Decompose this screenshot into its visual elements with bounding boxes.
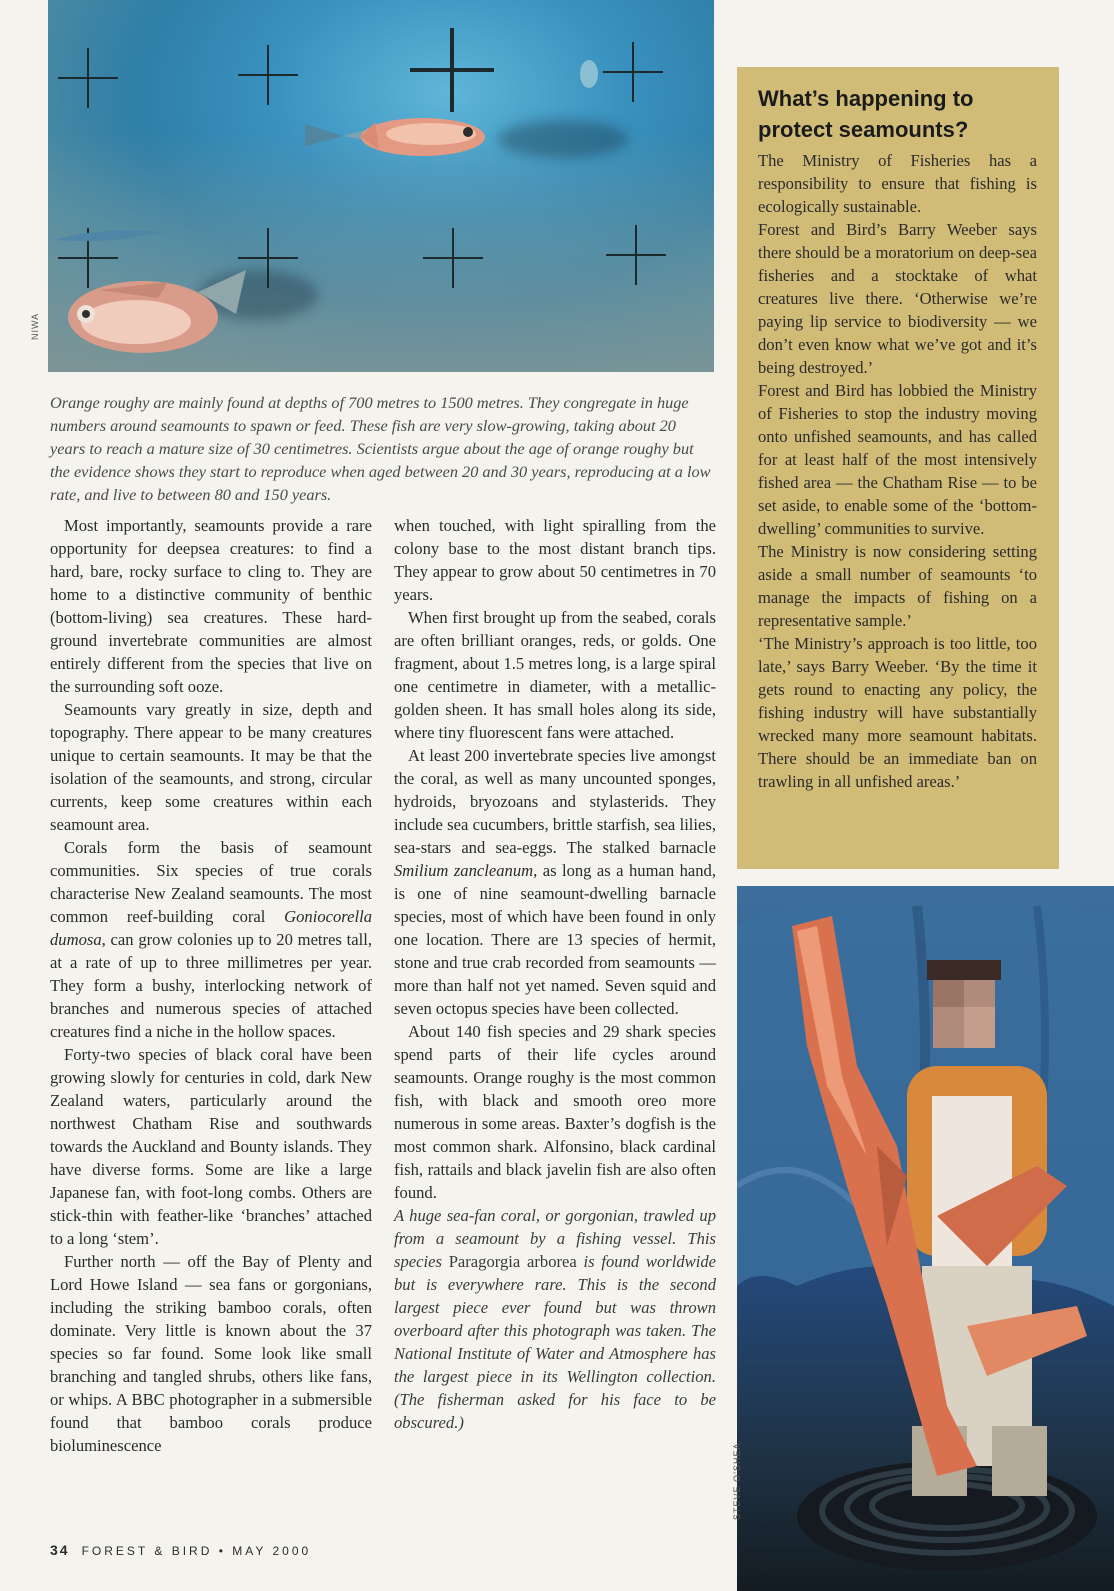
- text-run: , can grow colonies up to 20 metres tall, at a rate of up to three millimetres per year. They form a bushy, interlocking network of branches and numerous species of attached creatures find a niche in the hollow spaces.: [50, 930, 372, 1041]
- crosshair-marker: [238, 45, 298, 105]
- species-name: Goniocorella dumosa: [50, 907, 372, 949]
- paragraph: Further north — off the Bay of Plenty and Lord Howe Island — sea fans or gorgonians, including the striking bamboo corals, often dominate. Very little is known about the 37 species so far found. Some look like small branching and tangled shrubs, others like fans, or whips. A BBC photographer in a submersible found that bamboo corals produce bioluminescence: [50, 1252, 372, 1455]
- page-footer: [50, 1542, 311, 1558]
- sidebar-title: What’s happening to protect seamounts?: [758, 86, 974, 142]
- article-column-2: [394, 514, 716, 1434]
- sidebar-paragraph: Forest and Bird has lobbied the Ministry of Fisheries to stop the industry moving onto unfished seamounts, and has called for at least half of the most intensively fished area — the Chatham Rise — to be set aside, to enable some of the ‘bottom-dwelling’ communities to survive.: [758, 381, 1037, 538]
- fisherman-coral-photo: [737, 886, 1114, 1591]
- page-number: 34: [50, 1542, 70, 1558]
- paragraph: Seamounts vary greatly in size, depth and topography. There appear to be many creatures unique to certain seamounts. It may be that the isolation of the seamounts, and strong, circular currents, keep some creatures within each seamount area.: [50, 700, 372, 834]
- text-run: , as long as a human hand, is one of nine seamount-dwelling barnacle species, most of which have been found in only one location. There are 13 species of hermit, stone and true crab recorded from seamounts — more than half not yet named. Seven squid and seven octopus species have been collected.: [394, 861, 716, 1018]
- photo-caption: Orange roughy are mainly found at depths of 700 metres to 1500 metres. They congregate in huge numbers around seamounts to spawn or feed. These fish are very slow-growing, taking about 20 years to reach a mature size of 30 centimetres. Scientists argue about the age of orange roughy but the evidence shows they start to reproduce when aged between 20 and 30 years, reproducing at a low rate, and live to between 80 and 150 years.: [50, 393, 711, 504]
- sidebar-box: [737, 67, 1059, 869]
- sidebar-paragraph: The Ministry is now considering setting aside a small number of seamounts ‘to manage the impacts of fishing on a representative sample.’: [758, 542, 1037, 630]
- orange-roughy-fish: [58, 262, 248, 362]
- fish-shadow: [498, 120, 628, 158]
- species-name: Smilium zancleanum: [394, 861, 534, 880]
- orange-roughy-fish: [303, 112, 503, 162]
- text-run: is found worldwide but is everywhere rare. This is the second largest piece ever found but was thrown overboard after this photograph was taken. The National Institute of Water and Atmosphere has the largest piece in its Wellington collection. (The fisherman asked for his face to be obscured.): [394, 1252, 716, 1432]
- article-column-1: [50, 514, 372, 1457]
- text-run: At least 200 invertebrate species live amongst the coral, as well as many uncounted sponges, hydroids, bryozoans and stylasterids. They include sea cucumbers, brittle starfish, sea lilies, sea-stars and sea-eggs. The stalked barnacle: [394, 746, 716, 857]
- distant-creature: [580, 60, 598, 88]
- crosshair-marker: [410, 28, 494, 112]
- slim-fish: [53, 222, 173, 252]
- paragraph: About 140 fish species and 29 shark species spend parts of their life cycles around seamounts. Orange roughy is the most common fish, with black and smooth oreo more numerous in some areas. Baxter’s dogfish is the most common shark. Alfonsino, black cardinal fish, rattails and black javelin fish are also often found.: [394, 1022, 716, 1202]
- fisherman-coral-illustration: [737, 886, 1114, 1591]
- photo-credit: STEVE O’SHEA: [732, 1442, 742, 1520]
- species-name: Paragorgia arborea: [448, 1252, 577, 1271]
- text-run: Corals form the basis of seamount communities. Six species of true corals characterise New Zealand seamounts. The most common reef-building coral: [50, 838, 372, 926]
- paragraph: When first brought up from the seabed, corals are often brilliant oranges, reds, or golds. One fragment, about 1.5 metres long, is a large spiral one centimetre in diameter, with a metallic-golden sheen. It has small holes along its side, where tiny fluorescent fans were attached.: [394, 608, 716, 742]
- photo-caption: [394, 1204, 716, 1434]
- text-run: A huge sea-fan coral, or gorgonian, trawled up from a seamount by a fishing vessel. This species: [394, 1206, 716, 1271]
- paragraph: [50, 836, 372, 1043]
- sidebar-paragraph: ‘The Ministry’s approach is too little, too late,’ says Barry Weeber. ‘By the time it gets round to enacting any policy, the fishing industry will have substantially wrecked many more seamount habitats. There should be an immediate ban on trawling in all unfished areas.’: [758, 634, 1037, 791]
- crosshair-marker: [603, 42, 663, 102]
- paragraph: Most importantly, seamounts provide a rare opportunity for deepsea creatures: to find a hard, bare, rocky surface to cling to. They are home to a distinctive community of benthic (bottom-living) sea creatures. These hard-ground invertebrate communities are almost entirely different from the species that live on the surrounding soft ooze.: [50, 516, 372, 696]
- crosshair-marker: [423, 228, 483, 288]
- crosshair-marker: [606, 225, 666, 285]
- orange-roughy-photo: [48, 0, 714, 372]
- sidebar-paragraph: Forest and Bird’s Barry Weeber says there should be a moratorium on deep-sea fisheries and a stocktake of what creatures live there. ‘Otherwise we’re paying lip service to biodiversity — we don’t even know what we’ve got and it’s being destroyed.’: [758, 220, 1037, 377]
- sidebar-paragraph: The Ministry of Fisheries has a responsibility to ensure that fishing is ecologically sustainable.: [758, 151, 1037, 216]
- publication-name: FOREST & BIRD • MAY 2000: [81, 1544, 312, 1558]
- crosshair-marker: [58, 48, 118, 108]
- paragraph: when touched, with light spiralling from the colony base to the most distant branch tips. They appear to grow about 50 centimetres in 70 years.: [394, 516, 716, 604]
- paragraph: Forty-two species of black coral have been growing slowly for centuries in cold, dark New Zealand waters, particularly around the northwest Chatham Rise and southwards towards the Auckland and Bounty islands. They have diverse forms. Some are like a large Japanese fan, with foot-long combs. Others are stick-thin with feather-like ‘branches’ attached to a long ‘stem’.: [50, 1045, 372, 1248]
- paragraph: [394, 744, 716, 1020]
- photo-credit: NIWA: [30, 312, 40, 340]
